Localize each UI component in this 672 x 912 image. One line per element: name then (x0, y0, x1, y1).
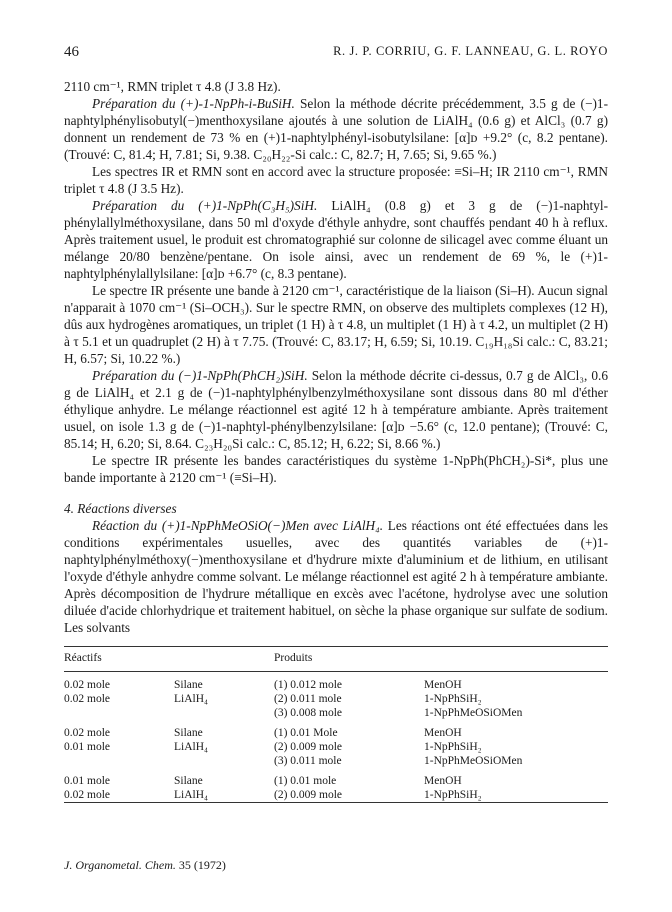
table-cell: (1) 0.01 Mole (274, 727, 338, 739)
paragraph-text: Selon la méthode décrite précédemment, 3.5 g de (−)1-naphtylphénylisobutyl(−)menthoxysilane ajoutés à une solution de LiAlH₄ (0.6 g) et AlCl₃ (0.7 g) donnent un rendement de 73 % en (+)1-naphtylphényl-isobutylsilane: [α]ᴅ +9.2° (c, 8.2 pentane). (Trouvé: C, 81.4; H, 7.81; Si, 9.38. C₂₀H₂₂-Si calc.: C, 82.7; H, 7.65; Si, 9.65 %.) (64, 96, 608, 162)
table-row (64, 692, 608, 706)
table-cell: MenOH (424, 727, 462, 739)
paragraph-text: Le spectre IR présente les bandes caractéristiques du système 1-NpPh(PhCH₂)-Si*, plus une bande importante à 2120 cm⁻¹ (≡Si–H). (64, 453, 608, 485)
results-table (64, 646, 608, 803)
table-cell: LiAlH₄ (174, 789, 209, 801)
table-cell: (3) 0.008 mole (274, 707, 343, 719)
paragraph-text: Le spectre IR présente une bande à 2120 cm⁻¹, caractéristique de la liaison (Si–H). Aucun signal n'apparait à 1070 cm⁻¹ (Si–OCH₃). Sur le spectre RMN, on observe des multiplets complexes (12 H), dûs aux hydrogènes aromatiques, un triplet (1 H) à τ 4.8, un multiplet (1 H) à τ 4.2, un multiplet (2 H) à τ 5.1 et un quadruplet (2 H) à τ 7.75. (Trouvé: C, 83.17; H, 6.59; Si, 10.19. C₁₉H₁₈Si calc.: C, 83.21; H, 6.57; Si, 10.22 %.) (64, 283, 608, 366)
paragraph (64, 282, 608, 367)
table-row (64, 720, 608, 740)
article-body (64, 78, 608, 803)
paragraph (64, 78, 608, 95)
table-cell: 0.01 mole (64, 775, 110, 787)
column-header (174, 647, 274, 672)
journal-name: J. Organometal. Chem. (64, 858, 176, 872)
table-cell (64, 754, 174, 768)
column-header (424, 647, 608, 672)
table-cell (64, 706, 174, 720)
paragraph-text: LiAlH₄ (0.8 g) et 3 g de (−)1-naphtyl-phénylallylméthoxysilane, dans 50 ml d'oxyde d'éthyle anhydre, sont chauffés pendant 40 h à reflux. Après traitement usuel, le produit est chromatographié sur colonne de silicagel avec comme éluant un mélange 20/80 benzène/pentane. On isole ainsi, avec un rendement de 69 %, le (+)1-naphtylphénylallylsilane: [α]ᴅ +6.7° (c, 8.3 pentane). (64, 198, 608, 281)
paragraph (64, 517, 608, 636)
preparation-heading: Préparation du (+)-1-NpPh-i-BuSiH. (92, 96, 295, 111)
table-cell: 0.02 mole (64, 789, 110, 801)
table-cell: Silane (174, 775, 203, 787)
table-cell (174, 754, 274, 768)
running-title: R. J. P. CORRIU, G. F. LANNEAU, G. L. ROYO (333, 44, 608, 58)
page-number: 46 (64, 44, 79, 60)
paragraph (64, 367, 608, 452)
table-cell: 1-NpPhSiH₂ (424, 789, 482, 801)
table-cell: 1-NpPhMeOSiOMen (424, 755, 523, 767)
table-row (64, 754, 608, 768)
table-cell: Silane (174, 679, 203, 691)
table-cell: (1) 0.01 mole (274, 775, 337, 787)
preparation-heading: Préparation du (−)1-NpPh(PhCH₂)SiH. (92, 368, 308, 383)
table-cell: 0.02 mole (64, 679, 110, 691)
table-cell: (2) 0.009 mole (274, 741, 343, 753)
paragraph (64, 452, 608, 486)
paragraph (64, 163, 608, 197)
table-cell (174, 706, 274, 720)
journal-volume: 35 (1972) (178, 858, 226, 872)
paragraph (64, 95, 608, 163)
section-heading: 4. Réactions diverses (64, 501, 177, 516)
paragraph-text: Les spectres IR et RMN sont en accord avec la structure proposée: ≡Si–H; IR 2110 cm⁻¹, RMN triplet τ 4.8 (J 3.5 Hz). (64, 164, 608, 196)
paragraph-text: Selon la méthode décrite ci-dessus, 0.7 g de AlCl₃, 0.6 g de LiAlH₄ et 2.1 g de (−)1-naphtylphénylbenzylméthoxysilane sont dissous dans 80 ml d'éther éthylique anhydre. Le mélange réactionnel est agité 12 h à température ambiante. Après traitement usuel, on isole 1.3 g de (−)1-naphtyl-phénylbenzylsilane: [α]ᴅ −5.6° (c, 12.0 pentane); (Trouvé: C, 85.14; H, 6.20; Si, 8.64. C₂₃H₂₀Si calc.: C, 85.12; H, 6.22; Si, 8.66 %.) (64, 368, 609, 451)
table-cell: LiAlH₄ (174, 693, 209, 705)
journal-citation (64, 858, 226, 873)
table-body (64, 672, 608, 803)
table-row (64, 740, 608, 754)
table-cell: (2) 0.009 mole (274, 789, 343, 801)
column-header: Réactifs (64, 652, 102, 664)
table-cell: (1) 0.012 mole (274, 679, 343, 691)
column-header: Produits (274, 652, 313, 664)
reaction-heading: Réaction du (+)1-NpPhMeOSiO(−)Men avec LiAlH₄. (92, 518, 384, 533)
paragraph-text: Les réactions ont été effectuées dans les conditions expérimentales usuelles, avec des quantités variables de (+)1-naphtylphénylméthoxy(−)menthoxysilane et d'hydrure mixte d'aluminium et de lithium, en utilisant l'oxyde d'éthyle anhydre comme solvant. Le mélange réactionnel est agité 2 h à température ambiante. Après décomposition de l'hydrure métallique en excès avec l'acétone, hydrolyse avec une solution diluée d'acide chlorhydrique et traitement habituel, on sèche la phase organique sur sulfate de sodium. Les solvants (64, 518, 608, 635)
table-row (64, 788, 608, 803)
table-cell: 0.01 mole (64, 741, 110, 753)
preparation-heading: Préparation du (+)1-NpPh(C₃H₅)SiH. (92, 198, 318, 213)
table-cell: (2) 0.011 mole (274, 693, 342, 705)
section-title (64, 500, 608, 517)
table-row (64, 706, 608, 720)
table-cell: (3) 0.011 mole (274, 755, 342, 767)
table-cell: 0.02 mole (64, 693, 110, 705)
table-row (64, 768, 608, 788)
table-cell: LiAlH₄ (174, 741, 209, 753)
table-row (64, 672, 608, 693)
table-cell: 1-NpPhSiH₂ (424, 693, 482, 705)
table-cell: MenOH (424, 679, 462, 691)
table-header-row (64, 647, 608, 672)
paragraph (64, 197, 608, 282)
paragraph-text: 2110 cm⁻¹, RMN triplet τ 4.8 (J 3.8 Hz). (64, 79, 281, 94)
table-cell: 1-NpPhSiH₂ (424, 741, 482, 753)
table-cell: Silane (174, 727, 203, 739)
page-header (64, 44, 608, 64)
table-cell: 0.02 mole (64, 727, 110, 739)
table-cell: MenOH (424, 775, 462, 787)
table-cell: 1-NpPhMeOSiOMen (424, 707, 523, 719)
